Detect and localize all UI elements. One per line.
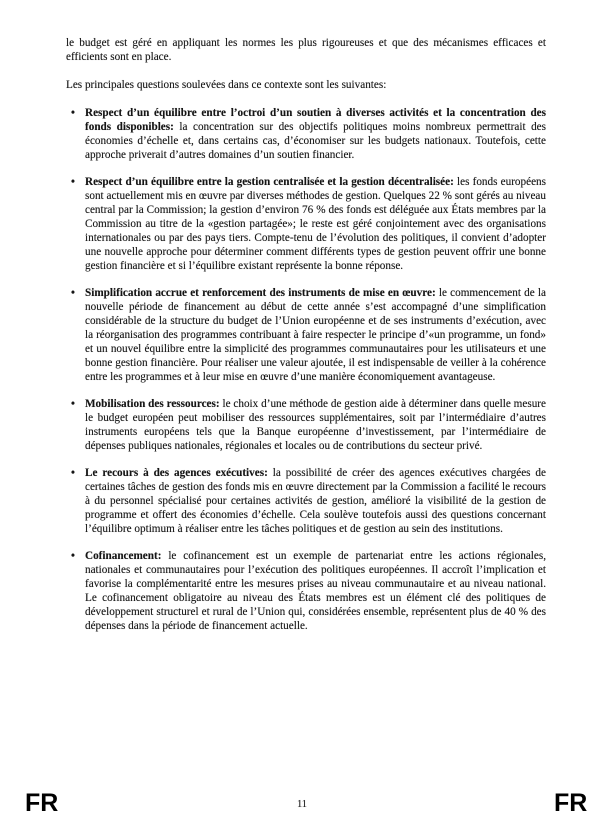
footer-language-code-right: FR [554, 789, 588, 817]
bullet-lead-bold: Mobilisation des ressources: [85, 398, 220, 410]
bullet-item-mobilisation-ressources [66, 397, 546, 453]
footer-language-code-left: FR [25, 789, 59, 817]
bullet-lead-bold: Respect d’un équilibre entre l’octroi d’un soutien à diverses activités et la concentration des fonds disponibles: [85, 107, 546, 133]
bullet-body-text: le cofinancement est un exemple de partenariat entre les actions régionales, nationales et communautaires pour l’exécution des politiques européennes. Il accroît l’implication et favorise la complémentarité entre les mesures prises au niveau communautaire et au niveau national. Le cofinancement obligatoire au niveau des États membres est un élément clé des politiques de développement structurel et rural de l’Union qui, considérées ensemble, représentent plus de 40 % des dépenses dans la période de financement actuelle. [85, 550, 547, 632]
bullet-lead-bold: Le recours à des agences exécutives: [85, 467, 268, 479]
bullet-item-agences-executives [66, 466, 546, 536]
body-paragraph-intro: le budget est géré en appliquant les normes les plus rigoureuses et que des mécanismes efficaces et efficients sont en place. [66, 37, 546, 63]
body-paragraph-lead: Les principales questions soulevées dans ce contexte sont les suivantes: [66, 79, 387, 91]
bullet-item-gestion-centralisee [66, 175, 546, 273]
bullet-item-cofinancement [66, 549, 546, 633]
bullet-lead-bold: Cofinancement: [85, 550, 162, 562]
page-body [66, 36, 546, 646]
bullet-item-equilibre-soutien [66, 106, 546, 162]
page-number: 11 [296, 799, 308, 810]
bullet-lead-bold: Simplification accrue et renforcement des instruments de mise en œuvre: [85, 287, 436, 299]
bullet-lead-bold: Respect d’un équilibre entre la gestion centralisée et la gestion décentralisée: [85, 176, 454, 188]
bullet-list [66, 106, 546, 633]
bullet-body-text: le choix d’une méthode de gestion aide à déterminer dans quelle mesure le budget européen peut mobiliser des ressources supplémentaires, soit par l’intermédiaire d’autres instruments européens tels que la Banque européenne d’investissement, par l’intermédiaire de dépenses publiques nationales, régionales et locales ou de contributions du secteur privé. [85, 398, 546, 452]
bullet-body-text: la concentration sur des objectifs politiques moins nombreux permettrait des économies d’échelle et, dans certains cas, d’économiser sur les budgets nationaux. Toutefois, cette approche priverait d’autres domaines d’un soutien financier. [85, 121, 547, 161]
bullet-item-simplification [66, 286, 546, 384]
bullet-body-text: les fonds européens sont actuellement mis en œuvre par diverses méthodes de gestion. Quelques 22 % sont gérés au niveau central par la Commission; la gestion d’environ 76 % des fonds est déléguée aux États membres par la Commission au titre de la «gestion partagée»; le reste est géré conjointement avec des organisations internationales ou par des pays tiers. Compte-tenu de l’évolution des politiques, il convient d’adopter une nouvelle approche pour déterminer comment différents types de gestion peuvent offrir une bonne gestion financière et si l’équilibre existant représente la bonne réponse. [85, 176, 546, 272]
bullet-body-text: le commencement de la nouvelle période de financement au début de cette année s’est accompagné d’une simplification considérable de la structure du budget de l’Union européenne et de ses instruments d’exécution, avec la réorganisation des programmes contribuant à faire respecter le principe d’«un programme, un fond» et un nouvel équilibre entre la simplicité des programmes communautaires pour les utilisateurs et une bonne gestion financière. Pour réaliser une valeur ajoutée, il est indispensable de veiller à la cohérence entre les programmes et à leur mise en œuvre d’une manière économiquement avantageuse. [85, 287, 546, 383]
bullet-body-text: la possibilité de créer des agences exécutives chargées de certaines tâches de gestion des fonds mis en œuvre directement par la Commission a facilité le recours à du personnel spécialisé pour certaines activités de gestion, amélioré la visibilité de la gestion de programme et offert des économies d’échelle. Cela soulève toutefois aussi des questions concernant l’équilibre optimum à réaliser entre les tâches politiques et de gestion au sein des institutions. [85, 467, 546, 535]
